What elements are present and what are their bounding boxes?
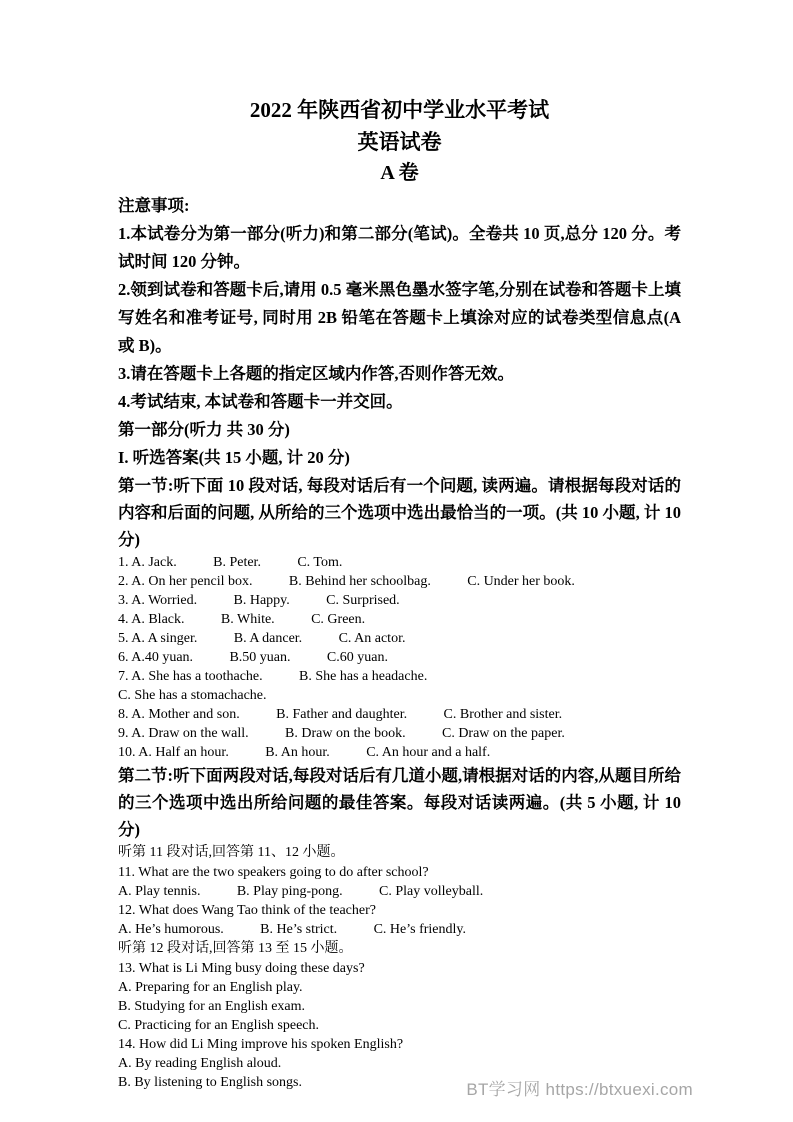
section-i-heading: I. 听选答案(共 15 小题, 计 20 分): [118, 448, 350, 467]
option-segment: B. She has a headache.: [299, 669, 428, 684]
option-segment: C. Tom.: [297, 555, 343, 570]
q1-options: [118, 553, 681, 572]
option-segment: B. He’s strict.: [260, 922, 338, 937]
option-segment: B. Peter.: [213, 555, 261, 570]
q14-stem: 14. How did Li Ming improve his spoken English?: [118, 1037, 404, 1052]
q7-options: [118, 667, 681, 686]
option-segment: C. Brother and sister.: [443, 707, 563, 722]
volume-title: A 卷: [380, 162, 419, 184]
q7-option-c: C. She has a stomachache.: [118, 688, 267, 703]
option-segment: 10. A. Half an hour.: [118, 745, 229, 760]
q13-option-b: B. Studying for an English exam.: [118, 999, 306, 1014]
q8-options: [118, 705, 681, 724]
option-segment: B. An hour.: [265, 745, 330, 760]
dialog12-note: 听第 12 段对话,回答第 13 至 15 小题。: [118, 941, 353, 956]
option-segment: C. He’s friendly.: [373, 922, 466, 937]
option-segment: B.50 yuan.: [229, 650, 291, 665]
option-segment: B. Draw on the book.: [285, 726, 406, 741]
q10-options: [118, 743, 681, 762]
notice-heading: 注意事项:: [118, 196, 190, 215]
option-segment: C. Play volleyball.: [379, 884, 484, 899]
notice-3: 3.请在答题卡上各题的指定区域内作答,否则作答无效。: [118, 364, 514, 383]
option-segment: B. A dancer.: [233, 631, 303, 646]
paper-subject-title: 英语试卷: [357, 130, 442, 154]
q13-stem: 13. What is Li Ming busy doing these days?: [118, 961, 365, 976]
option-segment: 8. A. Mother and son.: [118, 707, 240, 722]
option-segment: A. Play tennis.: [118, 884, 201, 899]
node1-intro: 第一节:听下面 10 段对话, 每段对话后有一个问题, 读两遍。请根据每段对话的内容和后面的问题, 从所给的三个选项中选出最恰当的一项。(共 10 小题, 计 10 分): [118, 476, 681, 549]
notice-1: 1.本试卷分为第一部分(听力)和第二部分(笔试)。全卷共 10 页,总分 120 分。考试时间 120 分钟。: [118, 224, 681, 271]
dialog11-note: 听第 11 段对话,回答第 11、12 小题。: [118, 845, 345, 860]
option-segment: C. An hour and a half.: [366, 745, 491, 760]
option-segment: B. Behind her schoolbag.: [288, 574, 431, 589]
option-segment: C. Draw on the paper.: [441, 726, 565, 741]
option-segment: 1. A. Jack.: [118, 555, 177, 570]
option-segment: B. White.: [220, 612, 275, 627]
q11-stem: 11. What are the two speakers going to do after school?: [118, 865, 429, 880]
option-segment: C.60 yuan.: [326, 650, 388, 665]
option-segment: 7. A. She has a toothache.: [118, 669, 263, 684]
node2-intro: 第二节:听下面两段对话,每段对话后有几道小题,请根据对话的内容,从题目所给的三个选项中选出所给问题的最佳答案。每段对话读两遍。(共 5 小题, 计 10 分): [118, 766, 681, 839]
option-segment: C. Surprised.: [326, 593, 400, 608]
option-segment: C. Under her book.: [467, 574, 575, 589]
option-segment: C. Green.: [311, 612, 366, 627]
q12-options: [118, 920, 681, 939]
option-segment: 2. A. On her pencil box.: [118, 574, 253, 589]
q11-options: [118, 882, 681, 901]
watermark-footer: [466, 1075, 693, 1100]
option-segment: 5. A. A singer.: [118, 631, 198, 646]
option-segment: 6. A.40 yuan.: [118, 650, 194, 665]
q14-option-a: A. By reading English aloud.: [118, 1056, 282, 1071]
q5-options: [118, 629, 681, 648]
q3-options: [118, 591, 681, 610]
option-segment: A. He’s humorous.: [118, 922, 224, 937]
q6-options: [118, 648, 681, 667]
option-segment: 3. A. Worried.: [118, 593, 198, 608]
option-segment: B. Father and daughter.: [276, 707, 408, 722]
notice-2: 2.领到试卷和答题卡后,请用 0.5 毫米黑色墨水签字笔,分别在试卷和答题卡上填写姓名和准考证号, 同时用 2B 铅笔在答题卡上填涂对应的试卷类型信息点(A 或 B)。: [118, 280, 681, 355]
option-segment: B. Play ping-pong.: [236, 884, 343, 899]
notice-4: 4.考试结束, 本试卷和答题卡一并交回。: [118, 392, 403, 411]
option-segment: C. An actor.: [338, 631, 406, 646]
document-body: [118, 94, 681, 1092]
q12-stem: 12. What does Wang Tao think of the teacher?: [118, 903, 376, 918]
q4-options: [118, 610, 681, 629]
q13-option-c: C. Practicing for an English speech.: [118, 1018, 320, 1033]
q13-option-a: A. Preparing for an English play.: [118, 980, 303, 995]
watermark-text: BT学习网 https://btxuexi.com: [466, 1080, 693, 1099]
option-segment: 9. A. Draw on the wall.: [118, 726, 249, 741]
exam-title: 2022 年陕西省初中学业水平考试: [249, 98, 550, 122]
part1-heading: 第一部分(听力 共 30 分): [118, 420, 290, 439]
option-segment: 4. A. Black.: [118, 612, 185, 627]
q2-options: [118, 572, 681, 591]
option-segment: B. Happy.: [233, 593, 290, 608]
q14-option-b: B. By listening to English songs.: [118, 1075, 302, 1090]
q9-options: [118, 724, 681, 743]
